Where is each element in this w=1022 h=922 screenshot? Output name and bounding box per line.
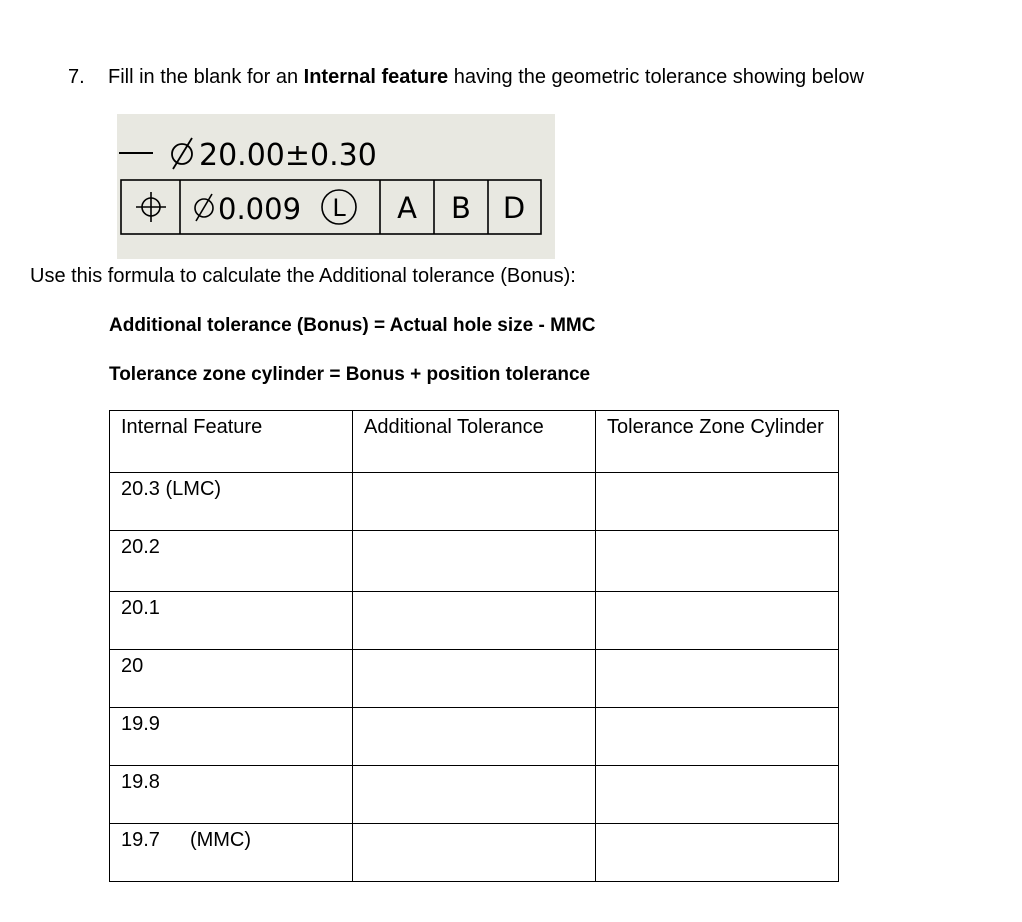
feature-size: 19.8 (121, 771, 160, 793)
tolerance-zone-formula: Tolerance zone cylinder = Bonus + position tolerance (109, 364, 591, 385)
header-tolerance-zone: Tolerance Zone Cylinder (596, 411, 839, 473)
diameter-icon (172, 138, 192, 169)
feature-size-cell (110, 473, 353, 531)
additional-tolerance-blank[interactable] (353, 766, 596, 824)
question-line (68, 66, 864, 89)
feature-size: 19.9 (121, 713, 160, 735)
additional-tolerance-blank[interactable] (353, 592, 596, 650)
feature-size: 20.3 (121, 478, 160, 500)
tolerance-zone-blank[interactable] (596, 473, 839, 531)
additional-tolerance-blank[interactable] (353, 708, 596, 766)
table-row (110, 650, 839, 708)
table-row (110, 531, 839, 592)
additional-tolerance-blank[interactable] (353, 650, 596, 708)
tolerance-zone-blank[interactable] (596, 650, 839, 708)
tolerance-zone-blank[interactable] (596, 592, 839, 650)
tolerance-zone-blank[interactable] (596, 531, 839, 592)
datum-b: B (451, 191, 471, 225)
feature-size: 19.7 (121, 829, 160, 851)
table-row (110, 708, 839, 766)
feature-size: 20.1 (121, 597, 160, 619)
feature-size-cell (110, 824, 353, 882)
table-row (110, 473, 839, 531)
feature-size-cell (110, 708, 353, 766)
position-icon (136, 192, 166, 222)
gdt-callout-svg (117, 114, 555, 259)
header-internal-feature: Internal Feature (110, 411, 353, 473)
feature-note: (MMC) (189, 829, 252, 851)
table-header-row (110, 411, 839, 473)
bonus-formula: Additional tolerance (Bonus) = Actual hole size - MMC (109, 315, 596, 336)
feature-note: (LMC) (165, 478, 222, 500)
datum-a: A (397, 191, 417, 225)
tolerance-value: 0.009 (218, 192, 302, 226)
header-additional-tolerance: Additional Tolerance (353, 411, 596, 473)
feature-size-cell (110, 766, 353, 824)
datum-d: D (502, 191, 526, 225)
tolerance-zone-blank[interactable] (596, 708, 839, 766)
feature-control-frame (121, 180, 541, 234)
frame-diameter-icon (195, 194, 213, 221)
feature-size-cell (110, 592, 353, 650)
gdt-callout-image (117, 114, 555, 259)
feature-size: 20.2 (121, 536, 160, 558)
question-text-bold: Internal feature (303, 66, 449, 88)
feature-size: 20 (121, 655, 144, 677)
tolerance-zone-blank[interactable] (596, 766, 839, 824)
additional-tolerance-blank[interactable] (353, 473, 596, 531)
feature-size-cell (110, 650, 353, 708)
question-number: 7. (68, 66, 85, 88)
table-row (110, 824, 839, 882)
question-text-before: Fill in the blank for an (108, 66, 304, 88)
question-text-after: having the geometric tolerance showing below (448, 66, 864, 88)
tolerance-zone-blank[interactable] (596, 824, 839, 882)
additional-tolerance-blank[interactable] (353, 531, 596, 592)
lmc-modifier-letter: L (332, 194, 346, 222)
additional-tolerance-blank[interactable] (353, 824, 596, 882)
formula-intro: Use this formula to calculate the Additional tolerance (Bonus): (30, 265, 576, 287)
table-row (110, 592, 839, 650)
size-dimension: 20.00±0.30 (199, 138, 377, 173)
feature-size-cell (110, 531, 353, 592)
table-row (110, 766, 839, 824)
tolerance-table (109, 410, 839, 882)
